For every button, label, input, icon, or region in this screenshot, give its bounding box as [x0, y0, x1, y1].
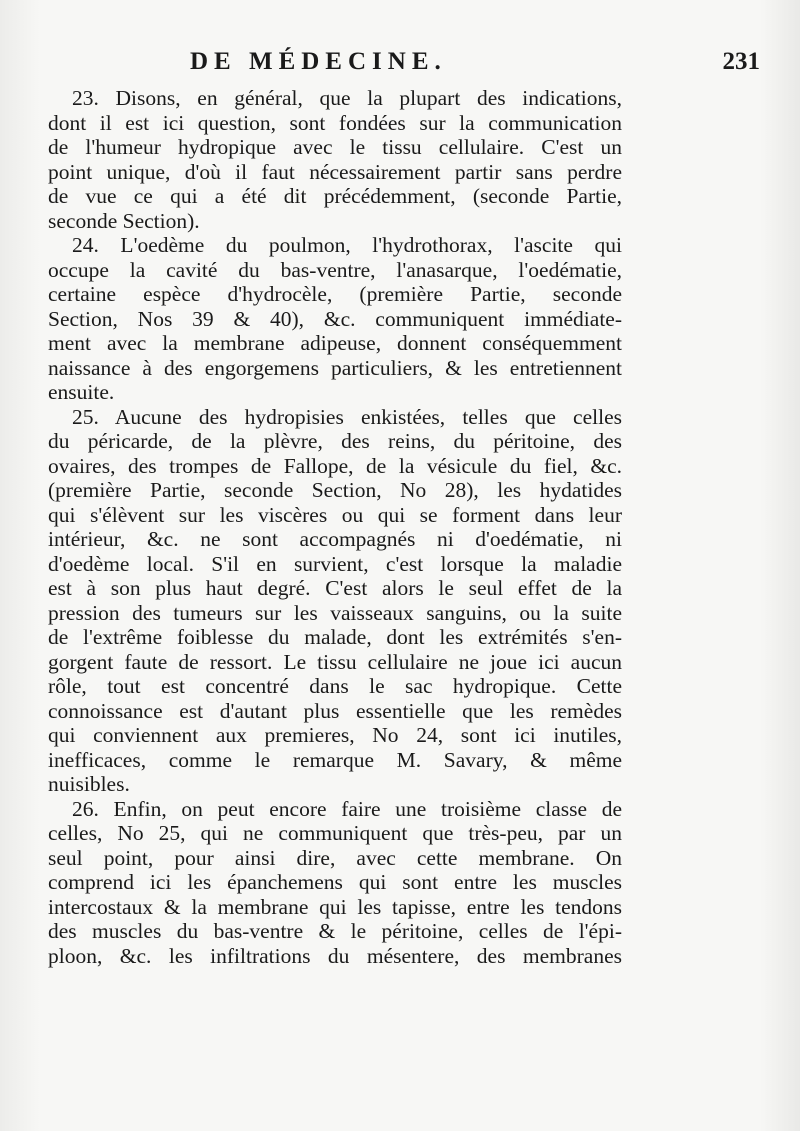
text-line: qui s'élèvent sur les viscères ou qui se forment dans leur: [48, 502, 622, 527]
text-line: point unique, d'où il faut nécessairement partir sans perdre: [48, 159, 622, 184]
text-line: 24. L'oedème du poulmon, l'hydrothorax, l'ascite qui: [72, 233, 622, 257]
text-line: naissance à des engorgemens particuliers, & les entretiennent: [48, 355, 622, 380]
text-line: des muscles du bas-ventre & le péritoine, celles de l'épi-: [48, 919, 622, 943]
text-line: intercostaux & la membrane qui les tapisse, entre les tendons: [48, 894, 622, 919]
text-line: de l'extrême foiblesse du malade, dont les extrémités s'en-: [48, 625, 622, 649]
page-header: [60, 48, 760, 80]
text-line: seconde Section).: [48, 208, 200, 233]
text-line: 25. Aucune des hydropisies enkistées, telles que celles: [72, 404, 622, 429]
text-line: est à son plus haut degré. C'est alors le seul effet de la: [48, 576, 622, 600]
text-line: rôle, tout est concentré dans le sac hydropique. Cette: [48, 674, 622, 698]
text-line: d'oedème local. S'il en survient, c'est lorsque la maladie: [48, 551, 622, 576]
running-head: DE MÉDECINE.: [190, 48, 447, 75]
text-line: dont il est ici question, sont fondées sur la communication: [48, 110, 622, 135]
page-number: 231: [722, 48, 760, 75]
text-line: Section, Nos 39 & 40), &c. communiquent immédiate-: [48, 306, 622, 331]
paragraph-25: [48, 405, 622, 797]
text-line: celles, No 25, qui ne communiquent que très-peu, par un: [48, 821, 622, 845]
text-line: gorgent faute de ressort. Le tissu cellulaire ne joue ici aucun: [48, 649, 622, 674]
text-line: certaine espèce d'hydrocèle, (première Partie, seconde: [48, 282, 622, 306]
text-line: intérieur, &c. ne sont accompagnés ni d'oedématie, ni: [48, 527, 622, 551]
text-line: pression des tumeurs sur les vaisseaux sanguins, ou la suite: [48, 600, 622, 625]
text-line: 26. Enfin, on peut encore faire une troisième classe de: [72, 796, 622, 821]
text-line: du péricarde, de la plèvre, des reins, du péritoine, des: [48, 429, 622, 453]
paragraph-26: [48, 797, 622, 969]
body-text: [48, 86, 622, 968]
text-line: seul point, pour ainsi dire, avec cette membrane. On: [48, 845, 622, 870]
text-line: connoissance est d'autant plus essentielle que les remèdes: [48, 698, 622, 723]
text-line: de l'humeur hydropique avec le tissu cellulaire. C'est un: [48, 135, 622, 159]
text-line: (première Partie, seconde Section, No 28), les hydatides: [48, 478, 622, 502]
text-line: ovaires, des trompes de Fallope, de la vésicule du fiel, &c.: [48, 453, 622, 478]
paragraph-24: [48, 233, 622, 405]
text-line: 23. Disons, en général, que la plupart des indications,: [72, 86, 622, 110]
text-line: ensuite.: [48, 380, 115, 404]
text-line: ment avec la membrane adipeuse, donnent conséquemment: [48, 331, 622, 355]
text-line: inefficaces, comme le remarque M. Savary, & même: [48, 747, 622, 772]
paragraph-23: [48, 86, 622, 233]
text-line: qui conviennent aux premieres, No 24, sont ici inutiles,: [48, 723, 622, 747]
text-line: ploon, &c. les infiltrations du mésentere, des membranes: [48, 943, 622, 968]
text-line: occupe la cavité du bas-ventre, l'anasarque, l'oedématie,: [48, 257, 622, 282]
text-line: de vue ce qui a été dit précédemment, (seconde Partie,: [48, 184, 622, 208]
text-line: comprend ici les épanchemens qui sont entre les muscles: [48, 870, 622, 894]
text-line: nuisibles.: [48, 772, 130, 796]
